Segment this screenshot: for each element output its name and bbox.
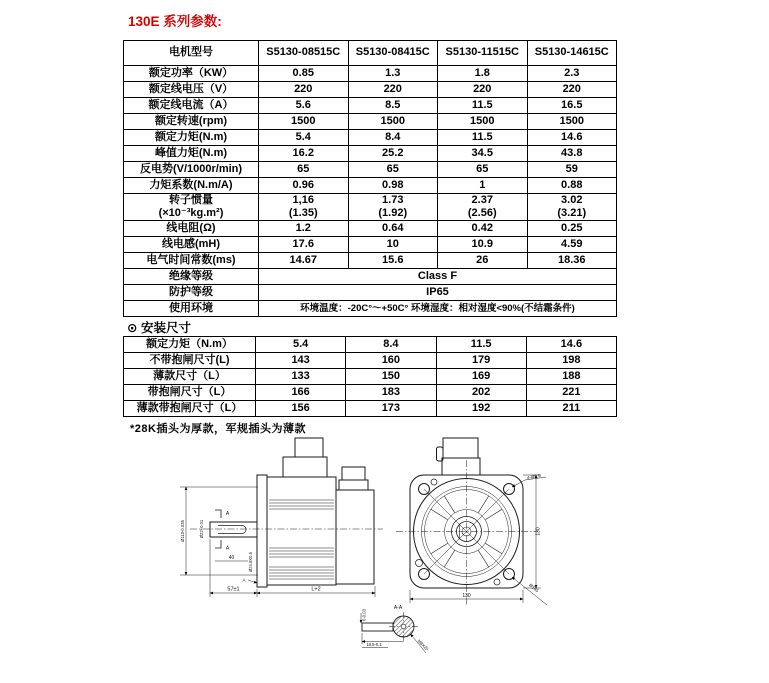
cell-value: 16.5 — [527, 98, 617, 114]
row-span-value: Class F — [259, 269, 617, 285]
cell-value: 5.6 — [259, 98, 349, 114]
section-ref-a: A — [242, 577, 246, 583]
spigot-dia-dim: Ø110-0.035 — [180, 520, 185, 542]
cell-value: 10.9 — [438, 237, 528, 253]
cell-value: 8.4 — [348, 130, 438, 146]
cell-value: 220 — [527, 82, 617, 98]
tapped-hole-dim: M8X20 — [416, 638, 430, 652]
cell-value: 0.98 — [348, 178, 438, 194]
table-row — [124, 401, 617, 417]
row-label: 线电感(mH) — [124, 237, 259, 253]
table-row — [124, 178, 617, 194]
cell-value: 18.36 — [527, 253, 617, 269]
cell-value: 1500 — [438, 114, 528, 130]
row-label: 额定线电流（A） — [124, 98, 259, 114]
table-row — [124, 130, 617, 146]
cell-value: 5.4 — [256, 337, 346, 353]
cell-value: 221 — [526, 385, 616, 401]
row-label: 防护等级 — [124, 285, 259, 301]
row-label: 额定转速(rpm) — [124, 114, 259, 130]
table-row — [124, 162, 617, 178]
cell-value: 15.6 — [348, 253, 438, 269]
cell-value: 220 — [438, 82, 528, 98]
table-row — [124, 269, 617, 285]
row-span-value: 环境温度：-20C°～+50C° 环境湿度：相对湿度<90%(不结霜条件) — [259, 301, 617, 317]
section-title: A-A — [393, 605, 403, 611]
row-label: 薄款带抱闸尺寸（L） — [124, 401, 256, 417]
shaft-step-dim: Ø24.8X0.5 — [248, 551, 253, 573]
model-header: S5130-08415C — [348, 41, 438, 66]
cell-value: 5.4 — [259, 130, 349, 146]
spec-header-label: 电机型号 — [124, 41, 259, 66]
cell-value: 4.59 — [527, 237, 617, 253]
cell-value: 1.8 — [438, 66, 528, 82]
cell-value: 0.64 — [348, 221, 438, 237]
cell-value: 1,16 (1.35) — [259, 194, 349, 221]
row-label: 额定力矩（N.m） — [124, 337, 256, 353]
row-label: 力矩系数(N.m/A) — [124, 178, 259, 194]
cell-value: 166 — [256, 385, 346, 401]
front-length-dim: 57±1 — [227, 586, 240, 593]
cell-value: 11.5 — [436, 337, 526, 353]
row-label: 线电阻(Ω) — [124, 221, 259, 237]
cell-value: 11.5 — [438, 130, 528, 146]
cell-value: 43.8 — [527, 146, 617, 162]
table-row — [124, 285, 617, 301]
cell-value: 220 — [259, 82, 349, 98]
cell-value: 179 — [436, 353, 526, 369]
cell-value: 169 — [436, 369, 526, 385]
cell-value: 65 — [259, 162, 349, 178]
cell-value: 2.37 (2.56) — [438, 194, 528, 221]
cell-value: 14.6 — [527, 130, 617, 146]
table-row — [124, 237, 617, 253]
mount-table — [123, 336, 617, 417]
model-header: S5130-08515C — [259, 41, 349, 66]
cell-value: 156 — [256, 401, 346, 417]
cell-value: 65 — [438, 162, 528, 178]
cell-value: 1500 — [348, 114, 438, 130]
row-label: 峰值力矩(N.m) — [124, 146, 259, 162]
cell-value: 192 — [436, 401, 526, 417]
section-mark-a-bottom: A — [225, 545, 230, 552]
cell-value: 0.88 — [527, 178, 617, 194]
footnote: *28K插头为厚款，军规插头为薄款 — [130, 423, 306, 435]
row-label: 额定力矩(N.m) — [124, 130, 259, 146]
table-row — [124, 146, 617, 162]
table-row — [124, 66, 617, 82]
cell-value: 220 — [348, 82, 438, 98]
cell-value: 188 — [526, 369, 616, 385]
cell-value: 1 — [438, 178, 528, 194]
spec-table — [123, 40, 617, 317]
section-mark-a-top: A — [225, 511, 230, 517]
table-row — [124, 98, 617, 114]
cell-value: 0.42 — [438, 221, 528, 237]
cell-value: 2.3 — [527, 66, 617, 82]
cell-value: 14.6 — [526, 337, 616, 353]
cell-value: 16.2 — [259, 146, 349, 162]
mount-holes-dim: 4-Ø9.5 — [526, 472, 541, 481]
cell-value: 1.2 — [259, 221, 349, 237]
model-header: S5130-11515C — [438, 41, 528, 66]
power-connector — [283, 438, 327, 477]
dimension-drawing — [178, 432, 660, 683]
table-row — [124, 301, 617, 317]
cell-value: 25.2 — [348, 146, 438, 162]
cell-value: 0.96 — [259, 178, 349, 194]
table-row — [124, 194, 617, 221]
flange-height-dim: 130 — [535, 527, 542, 536]
motor-side-view — [180, 438, 383, 597]
spec-header-row — [124, 41, 617, 66]
cell-value: 1.3 — [348, 66, 438, 82]
cell-value: 133 — [256, 369, 346, 385]
row-label: 转子惯量 (×10⁻³kg.m²) — [124, 194, 259, 221]
body-length-dim: L+2 — [311, 586, 321, 593]
cell-value: 3.02 (3.21) — [527, 194, 617, 221]
table-row — [124, 337, 617, 353]
cell-value: 143 — [256, 353, 346, 369]
cell-value: 1.73 (1.92) — [348, 194, 438, 221]
row-label: 额定线电压（V） — [124, 82, 259, 98]
cell-value: 211 — [526, 401, 616, 417]
cell-value: 65 — [348, 162, 438, 178]
cell-value: 59 — [527, 162, 617, 178]
row-label: 薄款尺寸（L） — [124, 369, 256, 385]
row-label: 额定功率（KW） — [124, 66, 259, 82]
cell-value: 173 — [346, 401, 436, 417]
table-row — [124, 221, 617, 237]
bolt-circle-dim: Ø145 — [528, 582, 540, 594]
cell-value: 0.85 — [259, 66, 349, 82]
cell-value: 198 — [526, 353, 616, 369]
cell-value: 17.6 — [259, 237, 349, 253]
cell-value: 8.4 — [346, 337, 436, 353]
cell-value: 10 — [348, 237, 438, 253]
cell-value: 1500 — [527, 114, 617, 130]
page-title: 130E 系列参数: — [128, 14, 222, 29]
cell-value: 160 — [346, 353, 436, 369]
flange-width-dim: 130 — [462, 593, 471, 599]
model-header: S5130-14615C — [527, 41, 617, 66]
row-label: 使用环境 — [124, 301, 259, 317]
row-label: 绝缘等级 — [124, 269, 259, 285]
section-title-mounting: ⊙ 安装尺寸 — [127, 321, 191, 335]
row-span-value: IP65 — [259, 285, 617, 301]
motor-front-view — [396, 438, 547, 606]
cell-value: 150 — [346, 369, 436, 385]
table-row — [124, 369, 617, 385]
row-label: 不带抱闸尺寸(L) — [124, 353, 256, 369]
cell-value: 1500 — [259, 114, 349, 130]
key-depth-dim: 18.5-0.1 — [366, 642, 382, 647]
cell-value: 26 — [438, 253, 528, 269]
encoder-connector — [339, 467, 368, 490]
table-row — [124, 353, 617, 369]
cell-value: 14.67 — [259, 253, 349, 269]
cell-value: 34.5 — [438, 146, 528, 162]
row-label: 带抱闸尺寸（L） — [124, 385, 256, 401]
cell-value: 11.5 — [438, 98, 528, 114]
key-width-dim: 6-0.03 — [361, 609, 367, 621]
cell-value: 202 — [436, 385, 526, 401]
row-label: 反电势(V/1000r/min) — [124, 162, 259, 178]
cell-value: 0.25 — [527, 221, 617, 237]
cell-value: 8.5 — [348, 98, 438, 114]
row-label: 电气时间常数(ms) — [124, 253, 259, 269]
table-row — [124, 82, 617, 98]
table-row — [124, 114, 617, 130]
table-row — [124, 385, 617, 401]
cell-value: 183 — [346, 385, 436, 401]
table-row — [124, 253, 617, 269]
shaft-dia-dim: Ø22+0.01 — [199, 519, 204, 539]
shaft-length-dim: 40 — [228, 555, 235, 561]
